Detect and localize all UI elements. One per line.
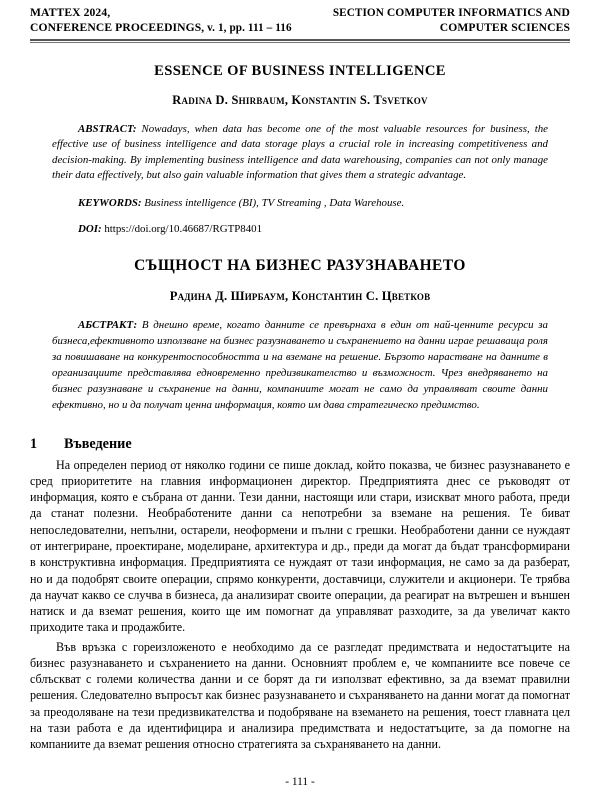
- header-rule-thick: [30, 39, 570, 41]
- keywords-text: Business intelligence (BI), TV Streaming , Data Warehouse.: [141, 196, 405, 209]
- abstract-en-text: Nowadays, when data has become one of the most valuable resources for business, the effective use of business intelligence and data storage plays a crucial role in increasing competitiveness and decision-making. By implementing business intelligence and data warehousing, companies can not only manage their data effectively, but also gain valuable information that gives them a strategic advantage.: [52, 122, 548, 182]
- section-label-line1: [333, 6, 570, 21]
- article-title-bg: СЪЩНОСТ НА БИЗНЕС РАЗУЗНАВАНЕТО: [134, 257, 466, 275]
- running-head: [30, 6, 570, 36]
- body-paragraph: На определен период от няколко години се пише доклад, който показва, че бизнес разузнаването е сред приоритетите на главния информационен директор. Предприятията днес се ръководят от информация, която е събрана от данни. Тези данни, настоящи или стари, изискват много работа, преди да станат полезни. Необработените данни са непотребни за вземане на решения. Те биват непоследователни, непълни, остарели, неоформени и пълни с грешки. Необработени данни се нуждаят от интегриране, проектиране, моделиране, архитектура и др., преди да могат да бъдат трансформирани в конструктивна информация. Предприятията се нуждаят от тази информация, не само за да разберат, но и да подобрят своите операции, спрямо конкуренти, доставчици, служители и акционери. Те трябва да научат какво се случва в бизнеса, да анализират своите операции, да реагират на вътрешен и външен натиск и да вземат решения, които ще им помогнат да управляват разходите, за да увеличат както приходите така и продажбите.: [30, 457, 570, 635]
- section-label-caps: COMPUTER INFORMATICS AND: [386, 6, 570, 19]
- journal-citation-pages: , v. 1, pp. 111 – 116: [201, 21, 292, 34]
- header-rule-thin: [30, 42, 570, 43]
- keywords-line: [52, 196, 548, 211]
- journal-citation: [30, 21, 292, 36]
- doi-label: DOI:: [78, 222, 102, 235]
- body-paragraph: Във връзка с гореизложеното е необходимо да се разгледат предимствата и недостатъците на бизнес разузнаването и съхранението на данни. Основният проблем е, че компаниите все повече се сблъскват с големи количества данни и се борят да ги използват ефективно, за да вземат правилни решения. Следователно въпросът как бизнес разузнаването и съхраняването на данни могат да помогнат за преодоляване на тези предизвикателства и подобряване на вземането на решения, тоест главната цел на тази работа е да идентифицира и анализира предимствата и недостатъците, за да помогне на компаниите да вземат решения относно стратегията за съхраняването на данни.: [30, 639, 570, 752]
- journal-name: MATTEX 2024,: [30, 6, 111, 19]
- section-label-prefix: SECTION: [332, 7, 387, 19]
- running-head-right: [333, 6, 570, 36]
- doi-line: [52, 222, 548, 237]
- abstract-bg-text: В днешно време, когато данните се превърнаха в един от най-ценните ресурси за бизнеса,ефективното използване на бизнес разузнаването и съхранението на данни играе решаваща роля за повишаване на конкурентоспособността и на вземане на решение. Бързото нарастване на данните в организациите представлява едновременно предизвикателство и възможност. Чрез внедряването на бизнес разузнаване и съхранение на данни, компаниите могат не само да управляват своите данни ефективно, но и да получат ценна информация, която им дава стратегическо предимство.: [52, 319, 548, 411]
- abstract-en: [52, 122, 548, 184]
- doi-value[interactable]: https://doi.org/10.46687/RGTP8401: [101, 222, 263, 235]
- abstract-en-label: ABSTRACT:: [78, 122, 137, 135]
- section-heading: [30, 436, 570, 453]
- abstract-bg-label: АБСТРАКТ:: [78, 319, 138, 332]
- section-label-line2: COMPUTER SCIENCES: [439, 20, 570, 34]
- article-authors-bg: Радина Д. Ширбаум, Константин С. Цветков: [169, 289, 431, 304]
- running-head-left: [30, 6, 292, 36]
- abstract-bg: [52, 318, 548, 414]
- header-divider: [30, 39, 570, 43]
- section-title: Въведение: [64, 435, 132, 452]
- article-authors-en: Radina D. Shirbaum, Konstantin S. Tsvetkov: [172, 92, 428, 107]
- section-number: 1: [30, 435, 38, 452]
- journal-citation-caps: CONFERENCE PROCEEDINGS: [30, 20, 202, 34]
- article-title-en: ESSENCE OF BUSINESS INTELLIGENCE: [154, 62, 446, 79]
- page-footer: - 111 -: [285, 776, 315, 788]
- keywords-label: KEYWORDS:: [78, 196, 142, 209]
